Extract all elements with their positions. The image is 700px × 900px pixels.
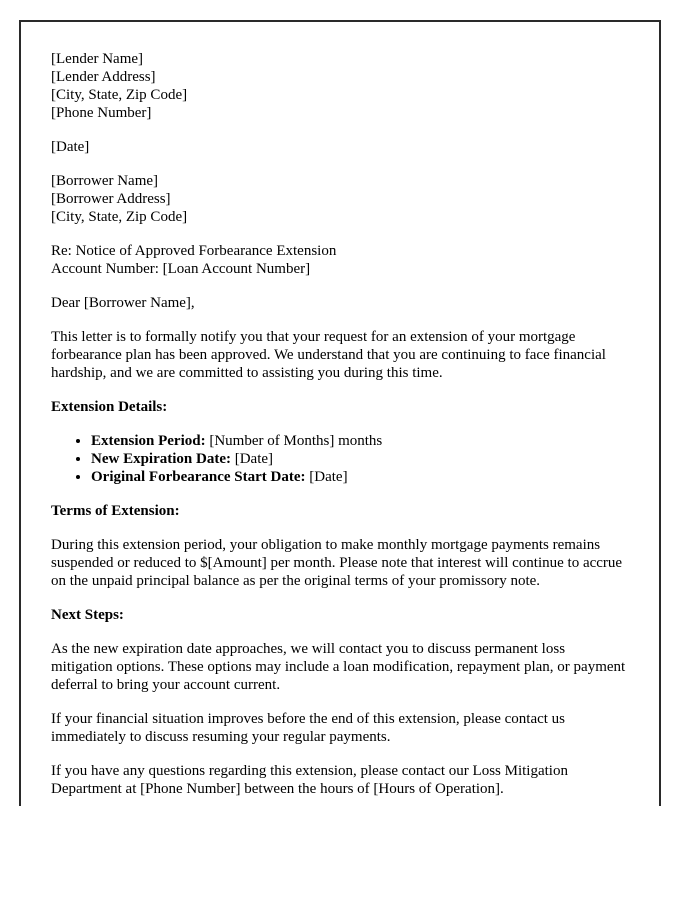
extension-details-heading: Extension Details: [51,399,168,415]
borrower-name-line: [Borrower Name] [51,173,159,189]
lender-name-line: [Lender Name] [51,51,144,67]
questions-paragraph: If you have any questions regarding this extension, please contact our Loss Mitigation Department at [Phone Number] between the hours of [Hours of Operation]. [51,763,568,797]
lender-address-line: [Lender Address] [51,69,156,85]
improvement-paragraph: If your financial situation improves before the end of this extension, please contact us immediately to discuss resuming your regular payments. [51,711,566,745]
lender-city-state-zip-line: [City, State, Zip Code] [51,87,188,103]
extension-period-label: Extension Period: [91,433,206,449]
recipient-address-block [51,172,629,226]
new-expiration-date-item [91,450,629,468]
letter-page [19,20,661,806]
borrower-city-state-zip-line: [City, State, Zip Code] [51,209,188,225]
subject-line: Re: Notice of Approved Forbearance Extension [51,243,337,259]
original-start-date-value: [Date] [305,469,348,485]
original-start-date-label: Original Forbearance Start Date: [91,469,306,485]
date-line: [Date] [51,139,90,155]
extension-period-item [91,432,629,450]
extension-period-value: [Number of Months] months [205,433,383,449]
salutation: Dear [Borrower Name], [51,295,195,311]
next-steps-heading: Next Steps: [51,607,124,623]
lender-phone-line: [Phone Number] [51,105,152,121]
original-start-date-item [91,468,629,486]
next-steps-paragraph: As the new expiration date approaches, we will contact you to discuss permanent loss mitigation options. These options may include a loan modification, repayment plan, or payment deferral to bring your account current. [51,641,626,693]
subject-block [51,242,629,278]
extension-details-list [51,432,629,486]
borrower-address-line: [Borrower Address] [51,191,171,207]
new-expiration-date-value: [Date] [230,451,274,467]
intro-paragraph: This letter is to formally notify you that your request for an extension of your mortgage forbearance plan has been approved. We understand that you are continuing to face financial hardship, and we are committed to assisting you during this time. [51,329,606,381]
account-number-line: Account Number: [Loan Account Number] [51,261,311,277]
new-expiration-date-label: New Expiration Date: [91,451,231,467]
terms-heading: Terms of Extension: [51,503,180,519]
terms-paragraph: During this extension period, your obligation to make monthly mortgage payments remains suspended or reduced to $[Amount] per month. Please note that interest will continue to accrue on the unpaid principal balance as per the original terms of your promissory note. [51,537,623,589]
sender-address-block [51,50,629,122]
